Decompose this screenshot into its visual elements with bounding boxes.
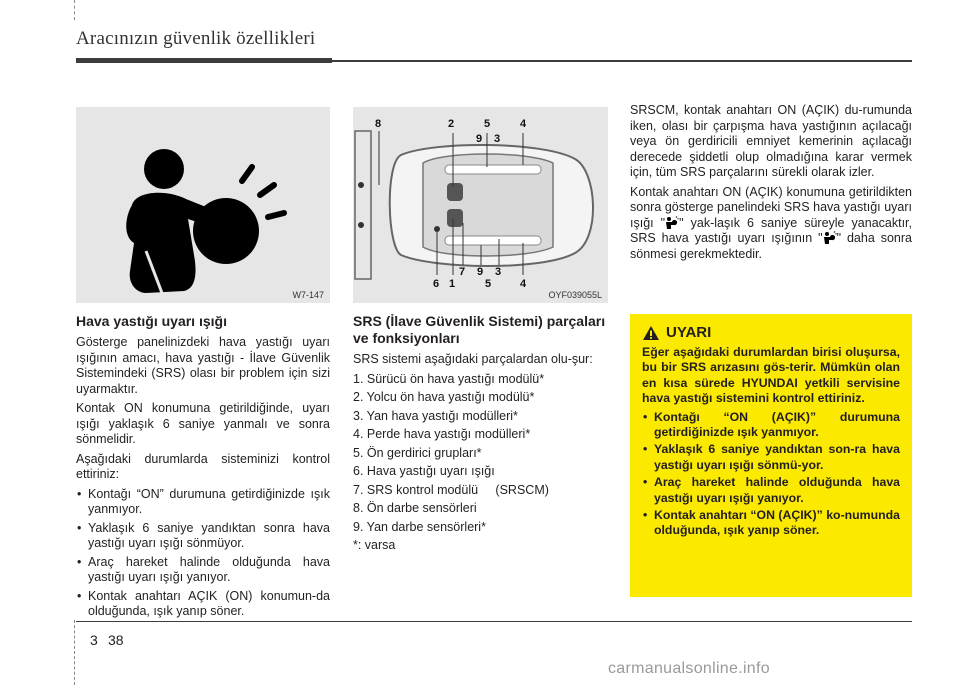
page-header-title: Aracınızın güvenlik özellikleri (76, 28, 316, 49)
footnote: *: varsa (353, 538, 396, 552)
diagram-label: 5 (485, 278, 492, 290)
paragraph: SRSCM, kontak anahtarı ON (AÇIK) du-rumunda iken, olası bir çarpışma hava yastığının açılacağı veya ön gerdiricili emniyet kemerinin açılacağı derecede şiddetli olup olmadığına karar vermek için, tüm SRS parçalarını sürekli olarak izler. (630, 103, 912, 179)
list-item: • Kontak anahtarı AÇIK (ON) konumun-da olduğunda, ışık yanıp söner. (76, 589, 330, 620)
list-item: 7. SRS kontrol modülü (SRSCM) (353, 482, 549, 497)
paragraph: SRS sistemi aşağıdaki parçalardan olu-şur: (353, 352, 593, 366)
diagram-label: 3 (495, 266, 502, 278)
warning-triangle-icon (642, 325, 660, 341)
list-item: 5. Ön gerdirici grupları* (353, 445, 482, 460)
section-heading: Hava yastığı uyarı ışığı (76, 313, 227, 329)
section-number: 3 (90, 632, 98, 648)
list-item: • Kontağı “ON” durumuna getirdiğinizde ışık yanmıyor. (76, 487, 330, 518)
list-item: • Araç hareket halinde olduğunda hava yastığı uyarı ışığı yanıyor. (76, 555, 330, 586)
paragraph: Gösterge panelinizdeki hava yastığı uyarı ışığının amacı, hava yastığı - İlave Güvenlik Sistemindeki (SRS) olası bir problem için sizi uyarmaktır. (76, 335, 330, 396)
warning-body (642, 345, 900, 539)
text-fragment: " daha sonra sönmesi gerekmektedir. (630, 231, 912, 261)
parts-list (353, 372, 608, 536)
list-item: 8. Ön darbe sensörleri (353, 501, 477, 515)
text-fragment: " yak-laşık 6 saniye süreyle yanacaktır, SRS hava yastığı uyarı ışığının " (630, 215, 913, 245)
paragraph-with-icons (630, 185, 912, 263)
header-rule-thick (76, 58, 332, 63)
diagram-label: 1 (449, 278, 456, 290)
warning-title: UYARI (666, 324, 712, 341)
airbag-warning-icon (76, 107, 330, 303)
list-item: • Yaklaşık 6 saniye yandıktan sonra hava yastığı uyarı ışığı sönmüyor. (76, 521, 330, 552)
list-item: 2. Yolcu ön hava yastığı modülü* (353, 390, 535, 404)
list-item: 4. Perde hava yastığı modülleri* (353, 427, 531, 441)
diagram-label: 3 (494, 133, 501, 145)
column-srscm (630, 103, 912, 266)
list-item: 6. Hava yastığı uyarı ışığı (353, 464, 495, 478)
list-item: 1. Sürücü ön hava yastığı modülü* (353, 371, 545, 386)
crop-mark-top (74, 0, 75, 20)
list-item: 3. Yan hava yastığı modülleri* (353, 408, 518, 423)
airbag-warning-light-figure (76, 107, 330, 303)
warning-text: Eğer aşağıdaki durumlardan birisi oluşursa, bu bir SRS arızasını gös-terir. Mümkün olan en kısa sürede HYUNDAI yetkili servisine hava yastığı sistemini kontrol ettiriniz. (642, 345, 900, 406)
list-item: 9. Yan darbe sensörleri* (353, 519, 486, 534)
watermark: carmanualsonline.info (608, 660, 770, 677)
header-rule-thin (332, 60, 912, 62)
list-item: • Yaklaşık 6 saniye yandıktan son-ra hava yastığı uyarı ışığı sönmü-yor. (642, 442, 900, 473)
diagram-label: 5 (484, 118, 491, 130)
bullet-list (76, 487, 330, 620)
figure-code: W7-147 (292, 290, 324, 300)
car-top-view-diagram (353, 107, 608, 303)
srs-layout-figure (353, 107, 608, 303)
diagram-label: 2 (448, 118, 455, 130)
crop-mark-bottom (74, 620, 75, 685)
diagram-label: 7 (459, 266, 466, 278)
paragraph: Aşağıdaki durumlarda sisteminizi kontrol ettiriniz: (76, 451, 330, 481)
diagram-label: 8 (375, 118, 382, 130)
figure-code: OYF039055L (548, 290, 602, 300)
warning-header (642, 324, 900, 341)
warning-box (630, 314, 912, 597)
paragraph: Kontak ON konumuna getirildiğinde, uyarı ışığı yaklaşık 6 saniye yanmalı ve sonra sönmelidir. (76, 401, 330, 446)
diagram-label: 9 (476, 133, 483, 145)
diagram-label: 6 (433, 278, 440, 290)
diagram-label: 4 (520, 118, 527, 130)
list-item: • Kontak anahtarı “ON (AÇIK)” ko-numunda olduğunda, ışık yanıp söner. (642, 508, 900, 539)
warning-bullets (642, 410, 900, 539)
column-airbag-light (76, 313, 330, 623)
airbag-icon (823, 231, 837, 244)
footer-rule (76, 621, 912, 622)
diagram-label: 9 (477, 266, 484, 278)
diagram-label: 4 (520, 278, 527, 290)
page-number: 38 (108, 632, 124, 648)
airbag-icon (665, 216, 679, 229)
list-item: • Kontağı “ON (AÇIK)” durumuna getirdiğinizde ışık yanmıyor. (642, 410, 900, 441)
text-fragment: Kontak anahtarı ON (AÇIK) konumuna getirildikten sonra gösterge panelindeki SRS hava yastığı uyarı ışığı " (630, 184, 912, 230)
list-item: • Araç hareket halinde olduğunda hava yastığı uyarı ışığı yanıyor. (642, 475, 900, 506)
column-srs-parts (353, 313, 608, 558)
section-heading: SRS (İlave Güvenlik Sistemi) parçaları ve fonksiyonları (353, 313, 606, 346)
